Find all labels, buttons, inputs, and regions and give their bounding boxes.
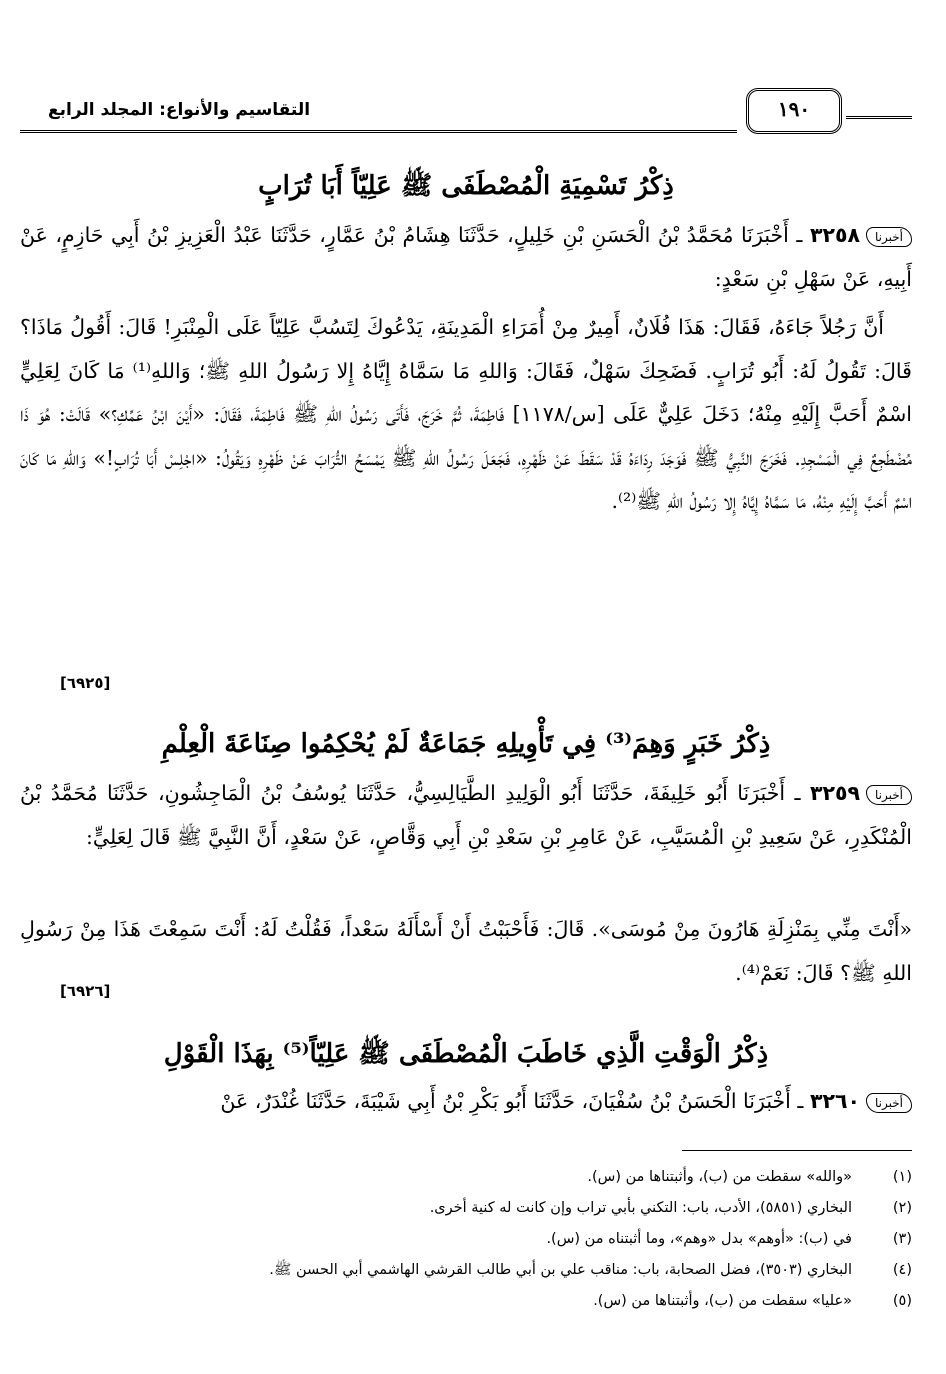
hadith-number: ٣٢٥٨: [809, 223, 860, 247]
isnad-text: ـ أَخْبَرَنَا الْحَسَنُ بْنُ سُفْيَانَ، حَدَّثَنَا أَبُو بَكْرِ بْنُ أَبِي شَيْبَةَ، حَدَّثَنَا غُنْدَرٌ، عَنْ: [220, 1089, 804, 1113]
book-page: [20, 70, 912, 1360]
footnote: (١) «والله» سقطت من (ب)، وأثبتناها من (س).: [587, 1169, 912, 1185]
page-number: ١٩٠: [746, 88, 842, 134]
cross-reference: [٦٩٢٥]: [60, 674, 111, 692]
footnote: (٤) البخاري (٣٥٠٣)، فضل الصحابة، باب: مناقب علي بن أبي طالب القرشي الهاشمي أبي الحسن ﷺ.: [269, 1262, 912, 1278]
isnad-text: ـ أَخْبَرَنَا مُحَمَّدُ بْنُ الْحَسَنِ بْنِ خَلِيلٍ، حَدَّثَنَا هِشَامُ بْنُ عَمَّارٍ، حَدَّثَنَا عَبْدُ الْعَزِيزِ بْنُ أَبِي حَازِمٍ، عَنْ أَبِيهِ، عَنْ سَهْلِ بْنِ سَعْدٍ:: [20, 223, 912, 291]
section-heading: ذِكْرُ خَبَرٍ وَهِمَ⁽³⁾ فِي تَأْوِيلِهِ جَمَاعَةٌ لَمْ يُحْكِمُوا صِنَاعَةَ الْعِلْمِ: [161, 729, 771, 759]
hadith-number: ٣٢٦٠: [809, 1089, 860, 1113]
ikhbar-marker-icon: أخبرنا: [866, 1093, 912, 1113]
hadith-isnad: [20, 1080, 912, 1124]
ikhbar-marker-icon: أخبرنا: [866, 227, 912, 247]
hadith-matn: أَنَّ رَجُلاً جَاءَهُ، فَقَالَ: هَذَا فُلَانٌ، أَمِيرٌ مِنْ أُمَرَاءِ الْمَدِينَةِ، يَدْعُوكَ لِتَسُبَّ عَلِيّاً عَلَى الْمِنْبَرِ! قَالَ: أَقُولُ مَاذَا؟ قَالَ: تَقُولُ لَهُ: أَبُو تُرَابٍ. فَضَحِكَ سَهْلٌ، فَقَالَ: وَاللهِ مَا سَمَّاهُ إِيَّاهُ إِلا رَسُولُ اللهِ ﷺ؛ وَاللهِ⁽¹⁾ مَا كَانَ لِعَلِيٍّ اسْمٌ أَحَبَّ إِلَيْهِ مِنْهُ؛ دَخَلَ عَلِيٌّ عَلَى [س/١١٧٨] فَاطِمَةَ، ثُمَّ خَرَجَ، فَأَتَى رَسُولُ اللهِ ﷺ فَاطِمَةَ، فَقَالَ: «أَيْنَ ابْنُ عَمِّكِ؟» قَالَتْ: هُوَ ذَا مُضْطَجِعٌ فِي الْمَسْجِدِ. فَخَرَجَ النَّبِيُّ ﷺ فَوَجَدَ رِدَاءَهُ قَدْ سَقَطَ عَنْ ظَهْرِهِ، فَجَعَلَ رَسُولُ اللهِ ﷺ يَمْسَحُ التُّرَابَ عَنْ ظَهْرِهِ وَيَقُولُ: «اجْلِسْ أَبَا تُرَابٍ!» وَاللهِ مَا كَانَ اسْمٌ أَحَبَّ إِلَيْهِ مِنْهُ، مَا سَمَّاهُ إِيَّاهُ إِلا رَسُولُ اللهِ ﷺ⁽²⁾.: [20, 315, 912, 513]
running-title: التقاسيم والأنواع: المجلد الرابع: [48, 100, 311, 120]
hadith-isnad: [20, 214, 912, 301]
footnote: (٥) «عليا» سقطت من (ب)، وأثبتناها من (س).: [593, 1293, 912, 1309]
section-heading: ذِكْرُ الْوَقْتِ الَّذِي خَاطَبَ الْمُصْطَفَى ﷺ عَلِيّاً⁽⁵⁾ بِهَذَا الْقَوْلِ: [163, 1039, 769, 1069]
section-heading: ذِكْرُ تَسْمِيَةِ الْمُصْطَفَى ﷺ عَلِيّاً أَبَا تُرَابٍ: [258, 171, 674, 201]
footnote: (٣) في (ب): «أوهم» بدل «وهم»، وما أثبتناه من (س).: [546, 1231, 912, 1247]
header-rule-left: [20, 130, 737, 133]
footnote: (٢) البخاري (٥٨٥١)، الأدب، باب: التكني بأبي تراب وإن كانت له كنية أخرى.: [429, 1200, 912, 1216]
footnote-separator: [682, 1150, 912, 1151]
ikhbar-marker-icon: أخبرنا: [866, 785, 912, 805]
hadith-matn: «أَنْتَ مِنِّي بِمَنْزِلَةِ هَارُونَ مِنْ مُوسَى». قَالَ: فَأَحْبَبْتُ أَنْ أَسْأَلَهُ سَعْداً، فَقُلْتُ لَهُ: أَنْتَ سَمِعْتَ هَذَا مِنْ رَسُولِ اللهِ ﷺ؟ قَالَ: نَعَمْ⁽⁴⁾.: [20, 917, 912, 985]
hadith-isnad: [20, 772, 912, 859]
footnotes: [20, 1162, 912, 1317]
header-rule-right: [846, 116, 912, 119]
isnad-text: ـ أَخْبَرَنَا أَبُو خَلِيفَةَ، حَدَّثَنَا أَبُو الْوَلِيدِ الطَّيَالِسِيُّ، حَدَّثَنَا يُوسُفُ بْنُ الْمَاجِشُونِ، حَدَّثَنَا مُحَمَّدُ بْنُ الْمُنْكَدِرِ، عَنْ سَعِيدِ بْنِ الْمُسَيَّبِ، عَنْ عَامِرِ بْنِ سَعْدِ بْنِ أَبِي وَقَّاصٍ، عَنْ سَعْدٍ، أَنَّ النَّبِيَّ ﷺ قَالَ لِعَلِيٍّ:: [20, 781, 912, 849]
cross-reference: [٦٩٢٦]: [60, 982, 111, 1000]
hadith-number: ٣٢٥٩: [809, 781, 860, 805]
page-header: [20, 88, 912, 134]
